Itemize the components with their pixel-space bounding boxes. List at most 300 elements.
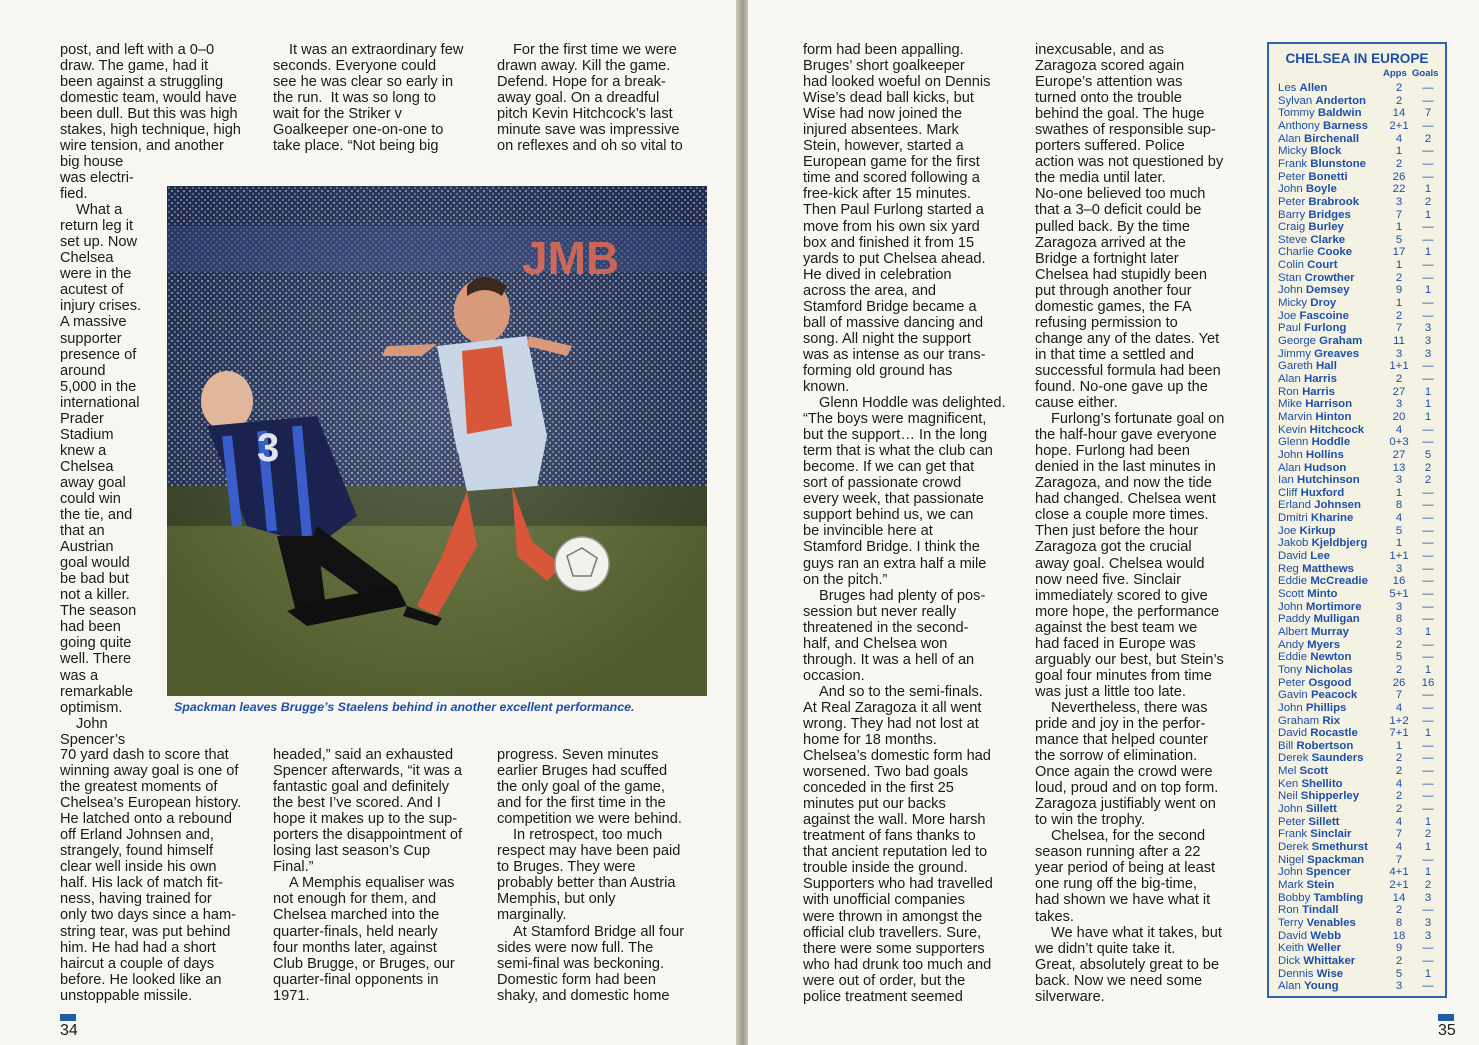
player-first-name: Graham [1278, 714, 1320, 727]
player-first-name: Scott [1278, 588, 1304, 600]
player-first-name: David [1278, 727, 1308, 740]
player-goals: — [1422, 233, 1434, 246]
player-first-name: Eddie [1278, 575, 1308, 588]
text-line: not enough for them, and [273, 891, 437, 908]
text-line: haircut a couple of days [60, 955, 215, 972]
player-name [1278, 904, 1339, 917]
table-row [1269, 930, 1445, 943]
text-line: treatment of fans thanks to [803, 828, 976, 845]
player-apps: 4 [1395, 777, 1403, 790]
player-apps: 8 [1395, 916, 1403, 929]
text-line: minute save was impressive [497, 122, 680, 139]
player-name [1278, 95, 1366, 108]
text-line: For the first time we were [513, 42, 677, 58]
text-line: change any of the dates. Yet [1035, 330, 1220, 347]
page-marker [1438, 1014, 1454, 1021]
text-line: Zaragoza got the crucial [1035, 539, 1192, 556]
text-line: been dull. But this was high [60, 106, 238, 123]
text-line: denied in the last minutes in [1035, 459, 1216, 476]
player-first-name: John [1278, 803, 1303, 816]
player-name [1278, 626, 1349, 639]
table-row [1269, 715, 1445, 728]
table-row [1269, 803, 1445, 816]
photo-caption: Spackman leaves Brugge’s Staelens behind in another excellent performance. [174, 700, 635, 714]
player-surname: Rocastle [1310, 727, 1358, 740]
table-row [1269, 398, 1445, 411]
player-surname: Lee [1310, 550, 1330, 563]
player-first-name: Dick [1278, 954, 1301, 967]
player-surname: Phillips [1305, 701, 1347, 714]
player-surname: Kjeldbjerg [1311, 537, 1368, 550]
player-first-name: Charlie [1278, 246, 1315, 259]
player-name [1278, 816, 1339, 829]
table-row [1269, 386, 1445, 399]
player-first-name: Peter [1278, 170, 1306, 183]
table-row [1269, 120, 1445, 133]
text-line: half, and Chelsea won [803, 635, 948, 652]
table-row [1269, 563, 1445, 576]
player-first-name: Paul [1278, 322, 1301, 335]
text-line: hope it makes up to the sup- [273, 811, 458, 828]
player-name [1278, 234, 1345, 247]
player-apps: 3 [1395, 474, 1403, 487]
player-goals: — [1422, 550, 1434, 563]
player-surname: Hoddle [1311, 436, 1351, 449]
text-line: arguably our best, but Stein’s [1035, 651, 1224, 668]
player-surname: Sillett [1308, 815, 1340, 828]
player-goals: — [1422, 360, 1434, 373]
text-line: seconds. Everyone could [273, 58, 437, 75]
player-goals: — [1422, 777, 1434, 790]
player-goals: 16 [1421, 676, 1435, 689]
text-line: wait for the Striker v [273, 106, 402, 123]
player-surname: Baldwin [1317, 107, 1362, 120]
player-surname: Hollins [1305, 448, 1344, 461]
player-first-name: Marvin [1278, 410, 1313, 423]
text-line: Stamford Bridge. I think the [803, 539, 980, 556]
table-row [1269, 854, 1445, 867]
player-first-name: Les [1278, 82, 1297, 94]
player-goals: — [1422, 499, 1434, 512]
player-apps: 1 [1395, 259, 1403, 272]
text-line: It was an extraordinary few [289, 42, 464, 58]
text-line: supporter [60, 330, 122, 347]
text-line: domestic games, the FA [1035, 298, 1192, 315]
player-goals: 2 [1424, 132, 1432, 145]
text-line: Zaragoza justifiably went on [1035, 796, 1216, 813]
player-name [1278, 158, 1366, 171]
text-line: now need five. Sinclair [1035, 571, 1182, 588]
table-row [1269, 246, 1445, 259]
player-apps: 2+1 [1389, 119, 1409, 132]
player-first-name: Bill [1278, 739, 1294, 752]
player-surname: Hitchcock [1309, 423, 1365, 436]
player-apps: 17 [1392, 246, 1406, 259]
player-apps: 2 [1395, 157, 1403, 170]
player-first-name: Tony [1278, 663, 1303, 676]
player-name [1278, 259, 1338, 272]
player-apps: 7 [1395, 322, 1403, 335]
player-goals: — [1422, 803, 1434, 816]
text-line: competition we were behind. [497, 811, 682, 828]
player-surname: Spencer [1305, 866, 1351, 879]
player-first-name: Joe [1278, 524, 1297, 537]
text-line: known. [803, 378, 850, 395]
player-apps: 7 [1395, 828, 1403, 841]
text-line: threatened in the second- [803, 619, 969, 636]
table-row [1269, 512, 1445, 525]
player-goals: 3 [1424, 891, 1432, 904]
player-goals: 1 [1424, 815, 1432, 828]
text-line: successful formula had been [1035, 362, 1221, 379]
player-name [1278, 246, 1352, 259]
player-goals: — [1422, 765, 1434, 778]
player-apps: 7 [1395, 208, 1403, 221]
text-line: been against a struggling [60, 74, 224, 91]
text-line: Supporters who had travelled [803, 876, 993, 893]
table-title: CHELSEA IN EUROPE [1285, 51, 1429, 66]
player-goals: 2 [1424, 878, 1432, 891]
text-line: set up. Now [60, 234, 138, 251]
player-apps: 3 [1395, 600, 1403, 613]
text-line: At Stamford Bridge all four [513, 923, 685, 940]
player-surname: Scott [1299, 765, 1329, 778]
player-surname: McCreadie [1310, 575, 1368, 588]
text-line: be invincible here at [803, 523, 933, 540]
page-number-right: 35 [1438, 1022, 1456, 1039]
text-line: Club Brugge, or Bruges, our [273, 955, 455, 972]
player-first-name: Glenn [1278, 436, 1309, 449]
player-name [1278, 765, 1328, 778]
player-name [1278, 348, 1359, 361]
player-apps: 1 [1395, 486, 1403, 499]
player-name [1278, 512, 1353, 525]
player-goals: — [1422, 575, 1434, 588]
text-line: post, and left with a 0–0 [60, 42, 215, 58]
player-first-name: Mike [1278, 398, 1303, 411]
table-row [1269, 322, 1445, 335]
text-line: acutest of [60, 282, 124, 299]
text-line: had faced in Europe was [1035, 635, 1196, 652]
text-line: Chelsea [60, 458, 114, 475]
table-row [1269, 626, 1445, 639]
player-name [1278, 803, 1337, 816]
player-surname: Clarke [1310, 233, 1346, 246]
player-name [1278, 120, 1368, 133]
player-goals: — [1422, 588, 1434, 600]
text-line: off Erland Johnsen and, [60, 827, 214, 844]
text-line: song. All night the support [803, 330, 971, 347]
player-name [1278, 727, 1358, 740]
player-surname: Hall [1316, 360, 1337, 373]
table-row [1269, 487, 1445, 500]
table-row [1269, 373, 1445, 386]
text-line: worsened. Two bad goals [803, 764, 969, 781]
player-surname: Young [1303, 980, 1339, 993]
text-line: time and scored following a [803, 170, 980, 187]
player-goals: — [1422, 562, 1434, 575]
text-line: John [76, 715, 108, 732]
text-line: goal four minutes from time [1035, 667, 1212, 684]
text-line: before. He looked like an [60, 971, 222, 988]
player-first-name: Nigel [1278, 853, 1304, 866]
table-row [1269, 360, 1445, 373]
player-apps: 27 [1392, 448, 1406, 461]
table-row [1269, 335, 1445, 348]
player-surname: Johnsen [1314, 499, 1361, 512]
table-row [1269, 310, 1445, 323]
text-line: knew a [60, 442, 107, 459]
player-goals: — [1422, 423, 1434, 436]
text-line: Austrian [60, 539, 114, 556]
player-apps: 1+1 [1389, 360, 1409, 373]
player-apps: 2 [1395, 752, 1403, 765]
text-line: strangely, found himself [60, 843, 214, 860]
player-name [1278, 411, 1351, 424]
text-line: with unofficial companies [803, 892, 965, 909]
player-goals: — [1422, 904, 1434, 917]
text-line: domestic team, would have [60, 90, 237, 107]
player-first-name: Micky [1278, 145, 1308, 158]
player-surname: Harris [1302, 385, 1336, 398]
text-line: takes. [1035, 908, 1074, 925]
player-goals: — [1422, 372, 1434, 385]
player-first-name: John [1278, 701, 1303, 714]
player-goals: 2 [1424, 828, 1432, 841]
player-apps: 4 [1395, 841, 1403, 853]
player-apps: 1 [1395, 297, 1403, 310]
player-first-name: John [1278, 600, 1303, 613]
text-line: Spencer’s [60, 731, 126, 748]
text-line: Spencer afterwards, “it was a [273, 763, 462, 780]
text-line: stakes, high technique, high [60, 122, 241, 139]
column-3-top [497, 42, 683, 154]
player-apps: 4 [1395, 423, 1403, 436]
text-line: well. There [60, 651, 132, 668]
table-row [1269, 588, 1445, 601]
player-name [1278, 613, 1360, 626]
player-name [1278, 322, 1346, 335]
table-row [1269, 462, 1445, 475]
text-line: had shown we have what it [1035, 892, 1211, 909]
text-line: was just a little too late. [1035, 683, 1186, 700]
player-surname: Greaves [1314, 347, 1360, 360]
column-1-bottom [60, 747, 241, 1004]
table-row [1269, 980, 1445, 993]
player-surname: Minto [1307, 588, 1338, 600]
text-line: that ancient reputation led to [803, 844, 988, 861]
text-line: mance that helped counter [1035, 732, 1208, 749]
text-line: quarter-finals, held nearly [273, 923, 438, 940]
text-line: European game for the first [803, 154, 980, 171]
text-line: 1971. [273, 987, 310, 1004]
player-apps: 1 [1395, 739, 1403, 752]
text-line: Nevertheless, there was [1051, 699, 1208, 716]
text-line: What a [76, 202, 123, 219]
table-row [1269, 171, 1445, 184]
text-line: away goal [60, 474, 126, 491]
player-goals: — [1422, 942, 1434, 955]
player-apps: 5+1 [1389, 588, 1409, 600]
player-apps: 2 [1395, 663, 1403, 676]
text-line: move from his own six yard [803, 218, 980, 235]
player-first-name: Alan [1278, 132, 1301, 145]
player-goals: — [1422, 271, 1434, 284]
player-apps: 14 [1392, 107, 1406, 120]
player-apps: 1 [1395, 221, 1403, 234]
text-line: guys ran an extra half a mile [803, 555, 987, 572]
player-apps: 4 [1395, 701, 1403, 714]
table-row [1269, 613, 1445, 626]
player-apps: 3 [1395, 195, 1403, 208]
player-name [1278, 664, 1353, 677]
text-line: four months later, against [273, 939, 437, 956]
player-apps: 26 [1392, 170, 1406, 183]
text-line: sides were now full. The [497, 939, 654, 956]
player-surname: Shipperley [1300, 790, 1360, 803]
text-line: Domestic form had been [497, 971, 656, 988]
table-row [1269, 424, 1445, 437]
player-apps: 3 [1395, 398, 1403, 411]
player-first-name: Alan [1278, 980, 1301, 993]
text-line: pulled back. By the time [1035, 218, 1190, 235]
text-line: become. If we can get that [803, 459, 975, 476]
player-goals: — [1422, 436, 1434, 449]
text-line: Chelsea’s domestic form had [803, 748, 991, 765]
text-line: earlier Bruges had scuffed [497, 763, 668, 780]
player-surname: Webb [1310, 929, 1342, 942]
player-first-name: Ken [1278, 777, 1299, 790]
text-line: Stein, however, started a [803, 138, 964, 155]
player-name [1278, 651, 1351, 664]
text-line: the sorrow of elimination. [1035, 748, 1198, 765]
player-surname: Kirkup [1299, 524, 1336, 537]
player-first-name: George [1278, 335, 1316, 347]
player-name [1278, 601, 1362, 614]
text-line: action was not questioned by [1035, 154, 1224, 171]
player-goals: — [1422, 651, 1434, 664]
text-line: Furlong’s fortunate goal on [1051, 411, 1225, 428]
player-goals: 1 [1424, 284, 1432, 297]
text-line: optimism. [60, 699, 123, 716]
player-surname: Crowther [1304, 271, 1355, 284]
text-line: Bridge a fortnight later [1035, 250, 1179, 267]
text-line: headed,” said an exhausted [273, 747, 454, 763]
player-apps: 1+2 [1389, 714, 1409, 727]
player-first-name: John [1278, 284, 1303, 297]
player-name [1278, 209, 1351, 222]
text-line: the tie, and [60, 507, 133, 524]
table-row [1269, 297, 1445, 310]
player-name [1278, 677, 1351, 690]
table-row [1269, 689, 1445, 702]
text-line: behind the goal. The huge [1035, 106, 1205, 123]
player-name [1278, 930, 1341, 943]
player-apps: 11 [1393, 335, 1405, 347]
player-surname: Boyle [1305, 183, 1337, 196]
page-marker [60, 1014, 76, 1021]
text-line: immediately scored to give [1035, 587, 1208, 604]
player-surname: Burley [1308, 221, 1344, 234]
player-first-name: Jakob [1278, 537, 1309, 550]
text-line: And so to the semi-finals. [819, 683, 983, 700]
player-name [1278, 221, 1344, 234]
player-apps: 3 [1395, 625, 1403, 638]
player-first-name: Ron [1278, 904, 1299, 917]
text-line: hope. Furlong had been [1035, 443, 1190, 460]
text-line: fied. [60, 186, 88, 203]
text-line: Chelsea had stupidly been [1035, 266, 1208, 283]
text-line: had changed. Chelsea went [1035, 491, 1216, 508]
player-surname: Osgood [1308, 676, 1352, 689]
player-name [1278, 360, 1337, 373]
player-name [1278, 740, 1353, 753]
player-goals: — [1422, 512, 1434, 525]
text-line: to win the trophy. [1035, 812, 1146, 829]
player-name [1278, 778, 1343, 791]
player-surname: Bridges [1308, 208, 1351, 221]
player-apps: 4 [1395, 512, 1403, 525]
text-line: In retrospect, too much [513, 827, 663, 844]
text-line: injury crises. [60, 298, 142, 315]
player-goals: — [1422, 82, 1434, 94]
player-goals: — [1422, 613, 1434, 626]
player-name [1278, 879, 1334, 892]
player-first-name: Craig [1278, 221, 1306, 234]
text-line: forming old ground has [803, 362, 953, 379]
player-goals: — [1422, 221, 1434, 234]
text-line: He dived in celebration [803, 266, 952, 283]
text-line: Final.” [273, 859, 314, 876]
text-line: support behind us, we can [803, 507, 974, 524]
table-row [1269, 196, 1445, 209]
player-first-name: Mark [1278, 878, 1304, 891]
player-first-name: Dmitri [1278, 512, 1308, 525]
text-line: the only goal of the game, [497, 779, 665, 796]
player-surname: Blunstone [1310, 157, 1366, 170]
player-first-name: Stan [1278, 271, 1302, 284]
text-line: Zaragoza arrived at the [1035, 234, 1186, 251]
player-surname: Newton [1310, 651, 1352, 664]
table-row [1269, 145, 1445, 158]
text-line: goal would [60, 555, 130, 572]
player-surname: Hinton [1315, 410, 1352, 423]
player-goals: 1 [1424, 183, 1432, 196]
player-first-name: Anthony [1278, 119, 1320, 132]
player-name [1278, 373, 1337, 386]
text-line: form had been appalling. [803, 42, 964, 58]
player-surname: Shellito [1301, 777, 1343, 790]
text-line: had been [60, 619, 121, 636]
player-surname: Saunders [1311, 752, 1364, 765]
player-apps: 22 [1392, 183, 1406, 196]
player-name [1278, 436, 1350, 449]
text-line: inexcusable, and as [1035, 42, 1164, 58]
text-line: Memphis, but only [497, 891, 616, 908]
player-goals: — [1422, 145, 1434, 158]
table-row [1269, 968, 1445, 981]
player-name [1278, 563, 1354, 576]
player-first-name: Gareth [1278, 360, 1313, 373]
player-goals: 2 [1424, 195, 1432, 208]
text-line: Zaragoza scored again [1035, 58, 1185, 75]
player-goals: — [1422, 537, 1434, 550]
player-apps: 16 [1392, 575, 1406, 588]
player-apps: 14 [1392, 891, 1406, 904]
goals-header: Goals [1412, 68, 1439, 79]
player-first-name: Mel [1278, 765, 1297, 778]
player-first-name: Joe [1278, 309, 1297, 322]
